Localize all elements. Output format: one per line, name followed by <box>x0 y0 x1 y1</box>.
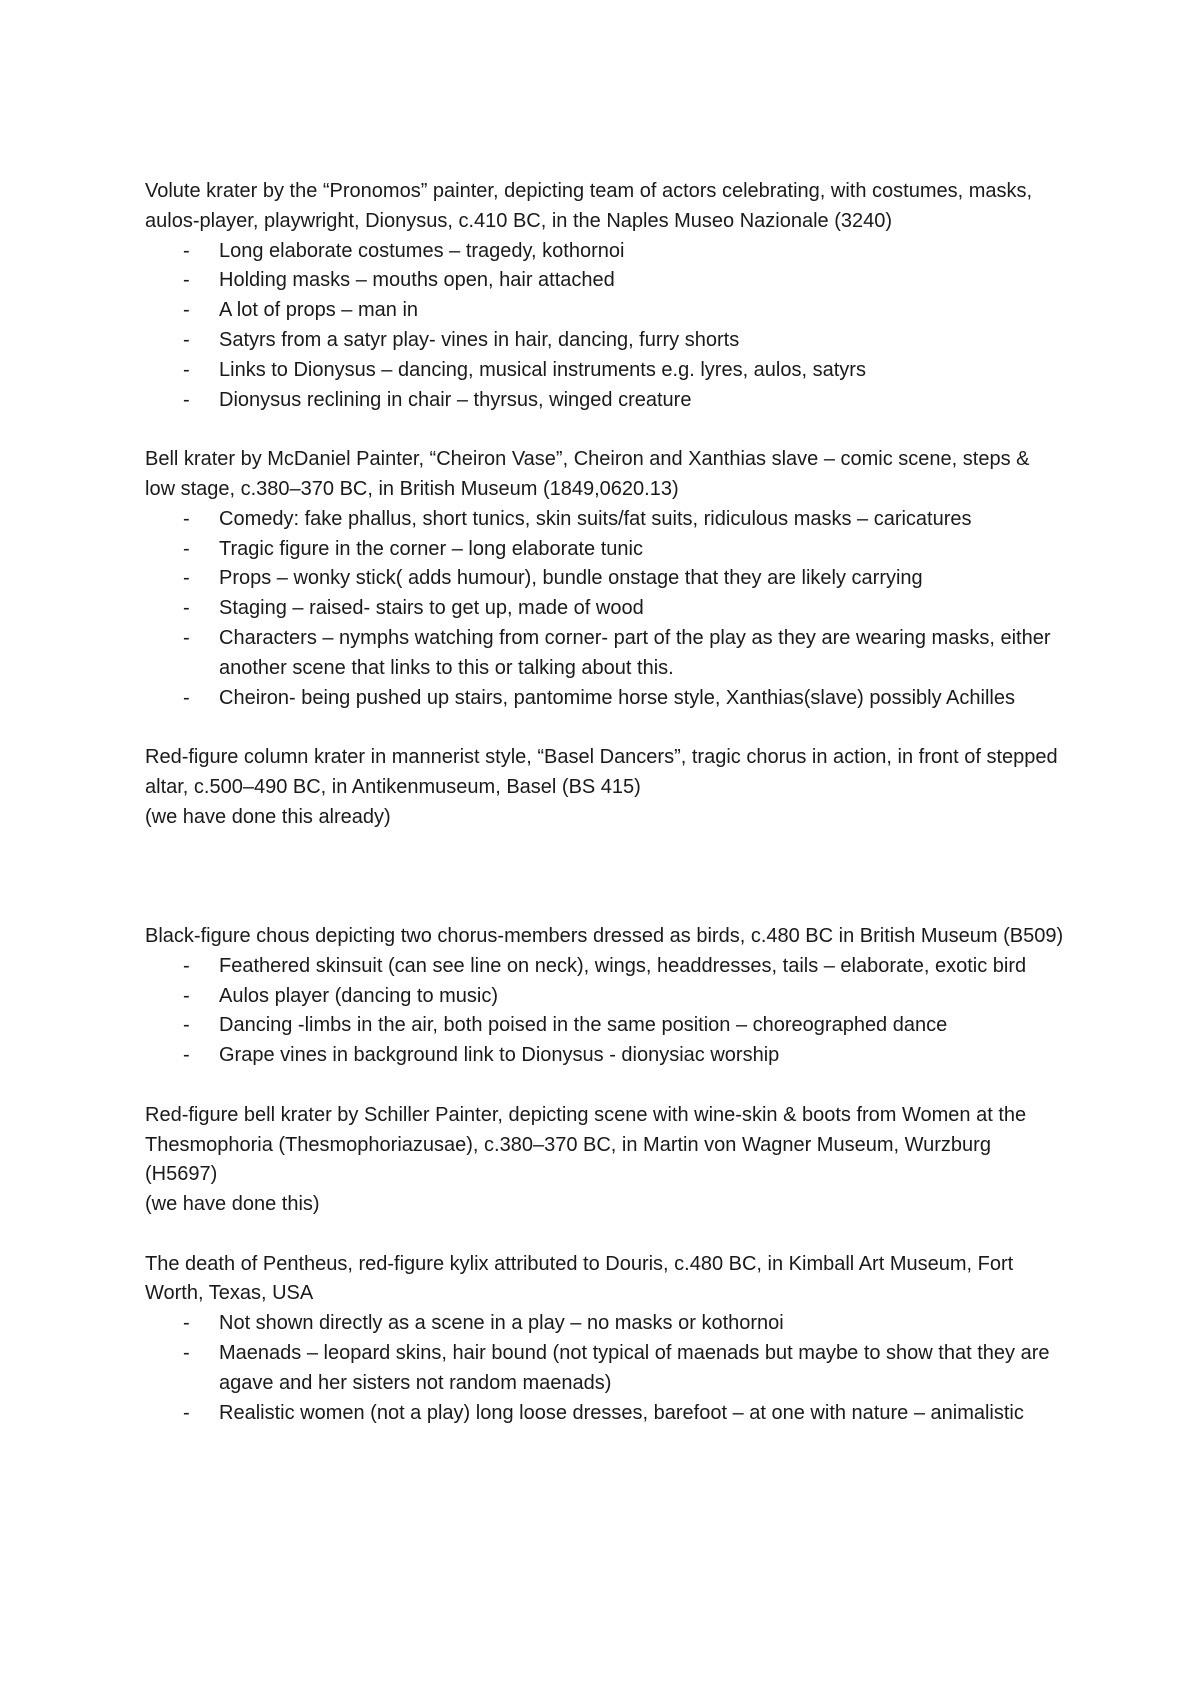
section-heading: The death of Pentheus, red-figure kylix attributed to Douris, c.480 BC, in Kimball Art Museum, Fort Worth, Texas, USA <box>145 1252 1014 1305</box>
dash-marker: - <box>183 537 190 560</box>
list-item <box>145 1041 1065 1071</box>
section-basel-dancers <box>145 743 1065 832</box>
list-item-text: Links to Dionysus – dancing, musical instruments e.g. lyres, aulos, satyrs <box>219 358 866 381</box>
section-bird-chorus-chous <box>145 922 1065 1071</box>
list-item <box>145 982 1065 1012</box>
list-item <box>145 296 1065 326</box>
dash-marker: - <box>183 597 190 620</box>
dash-marker: - <box>183 984 190 1007</box>
dash-marker: - <box>183 299 190 322</box>
list-item-text: Comedy: fake phallus, short tunics, skin suits/fat suits, ridiculous masks – caricatures <box>219 507 972 530</box>
list-item <box>145 266 1065 296</box>
list-item-text: Tragic figure in the corner – long elaborate tunic <box>219 537 643 560</box>
list-item-text: Feathered skinsuit (can see line on neck), wings, headdresses, tails – elaborate, exotic bird <box>219 954 1027 977</box>
section-heading: Red-figure bell krater by Schiller Painter, depicting scene with wine-skin & boots from Women at the Thesmophoria (Thesmophoriazusae), c.380–370 BC, in Martin von Wagner Museum, Wurzburg (H5697) <box>145 1103 1027 1186</box>
list-item-text: Maenads – leopard skins, hair bound (not typical of maenads but maybe to show that they are agave and her sisters not random maenads) <box>219 1342 1050 1394</box>
dash-marker: - <box>183 686 190 709</box>
list-item <box>145 535 1065 565</box>
list-item-text: Cheiron- being pushed up stairs, pantomime horse style, Xanthias(slave) possibly Achilles <box>219 686 1015 709</box>
document-body <box>145 177 1065 1428</box>
section-cheiron-vase <box>145 445 1065 713</box>
list-item <box>145 1399 1065 1429</box>
dash-marker: - <box>183 1401 190 1424</box>
list-item-text: Grape vines in background link to Dionysus - dionysiac worship <box>219 1044 780 1067</box>
section-heading: Bell krater by McDaniel Painter, “Cheiron Vase”, Cheiron and Xanthias slave – comic scene, steps & low stage, c.380–370 BC, in British Museum (1849,0620.13) <box>145 448 1030 500</box>
list-item <box>145 564 1065 594</box>
bullet-list <box>145 505 1065 714</box>
list-item-text: Realistic women (not a play) long loose dresses, barefoot – at one with nature – animalistic <box>219 1401 1024 1424</box>
dash-marker: - <box>183 388 190 411</box>
dash-marker: - <box>183 1014 190 1037</box>
list-item-text: Satyrs from a satyr play- vines in hair, dancing, furry shorts <box>219 328 740 351</box>
section-heading: Volute krater by the “Pronomos” painter, depicting team of actors celebrating, with costumes, masks, aulos-player, playwright, Dionysus, c.410 BC, in the Naples Museo Nazionale (3240) <box>145 180 1033 232</box>
list-item-text: Characters – nymphs watching from corner- part of the play as they are wearing masks, either another scene that links to this or talking about this. <box>219 626 1051 679</box>
list-item <box>145 1339 1065 1399</box>
dash-marker: - <box>183 626 190 649</box>
bullet-list <box>145 237 1065 416</box>
list-item <box>145 624 1065 684</box>
list-item <box>145 326 1065 356</box>
section-note: (we have done this) <box>145 1193 320 1216</box>
list-item-text: Holding masks – mouths open, hair attached <box>219 269 615 292</box>
bullet-list <box>145 1309 1065 1428</box>
section-note: (we have done this already) <box>145 805 391 828</box>
bullet-list <box>145 952 1065 1071</box>
list-item <box>145 237 1065 267</box>
list-item-text: A lot of props – man in <box>219 299 419 322</box>
list-item-text: Staging – raised- stairs to get up, made of wood <box>219 597 644 620</box>
dash-marker: - <box>183 1312 190 1335</box>
list-item <box>145 1011 1065 1041</box>
dash-marker: - <box>183 328 190 351</box>
list-item-text: Dancing -limbs in the air, both poised in the same position – choreographed dance <box>219 1014 948 1037</box>
dash-marker: - <box>183 239 190 262</box>
section-heading: Red-figure column krater in mannerist style, “Basel Dancers”, tragic chorus in action, in front of stepped altar, c.500–490 BC, in Antikenmuseum, Basel (BS 415) <box>145 746 1058 798</box>
list-item <box>145 684 1065 714</box>
section-pronomos-krater <box>145 177 1065 415</box>
section-death-of-pentheus <box>145 1250 1065 1429</box>
list-item <box>145 1309 1065 1339</box>
list-item-text: Aulos player (dancing to music) <box>219 984 499 1007</box>
section-schiller-krater <box>145 1101 1065 1220</box>
list-item <box>145 356 1065 386</box>
list-item-text: Long elaborate costumes – tragedy, kothornoi <box>219 239 625 262</box>
dash-marker: - <box>183 954 190 977</box>
list-item-text: Props – wonky stick( adds humour), bundle onstage that they are likely carrying <box>219 567 923 590</box>
list-item <box>145 505 1065 535</box>
dash-marker: - <box>183 1044 190 1067</box>
dash-marker: - <box>183 507 190 530</box>
list-item <box>145 952 1065 982</box>
section-heading: Black-figure chous depicting two chorus-members dressed as birds, c.480 BC in British Museum (B509) <box>145 924 1064 947</box>
list-item <box>145 386 1065 416</box>
dash-marker: - <box>183 358 190 381</box>
dash-marker: - <box>183 1342 190 1365</box>
list-item-text: Not shown directly as a scene in a play – no masks or kothornoi <box>219 1312 784 1335</box>
dash-marker: - <box>183 567 190 590</box>
list-item-text: Dionysus reclining in chair – thyrsus, winged creature <box>219 388 692 411</box>
list-item <box>145 594 1065 624</box>
dash-marker: - <box>183 269 190 292</box>
